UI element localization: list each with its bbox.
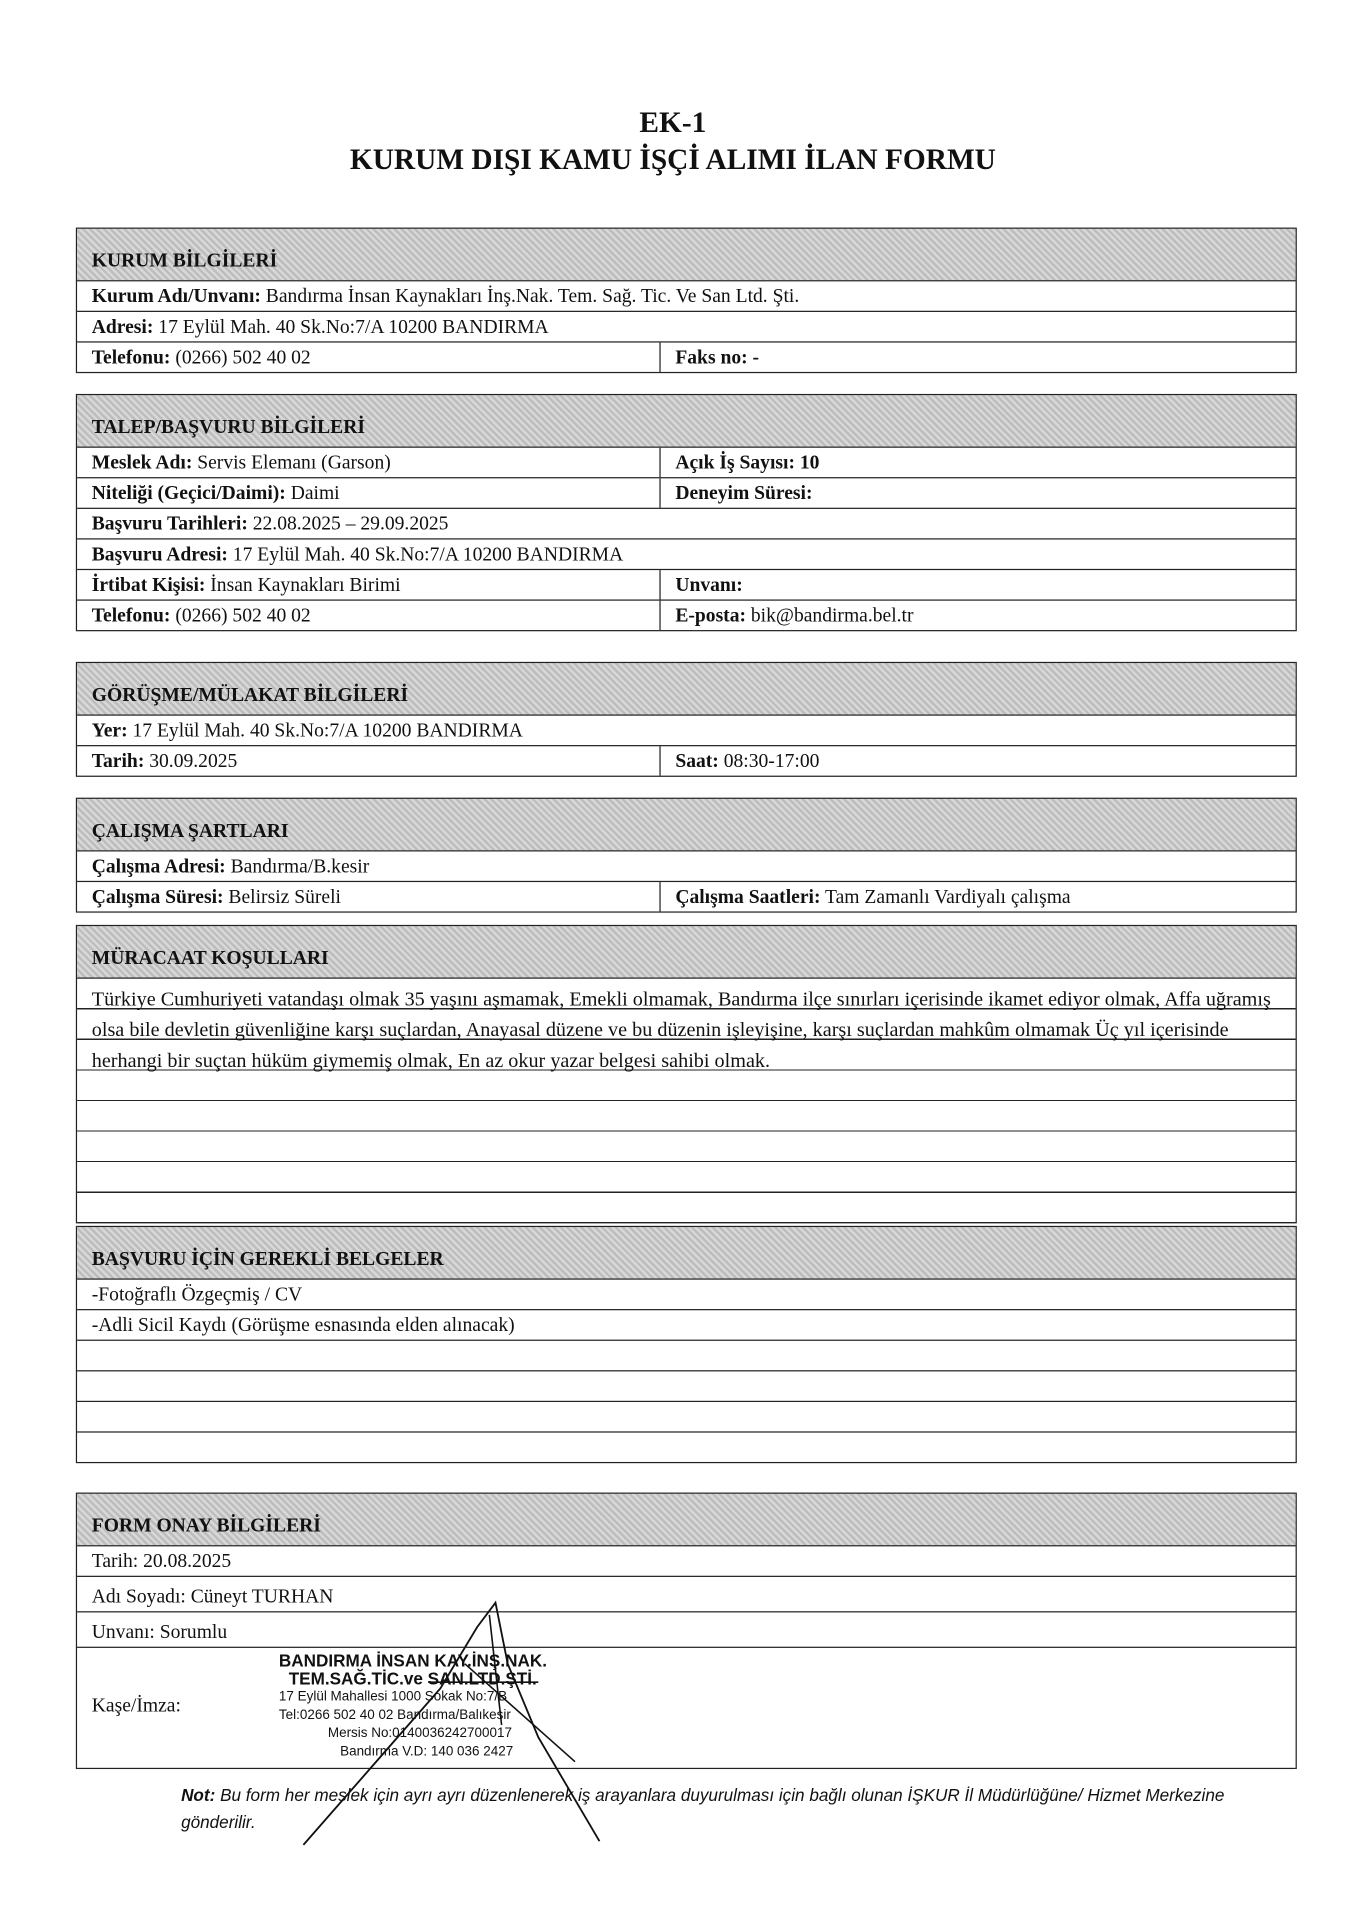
- label: Açık İş Sayısı:: [675, 452, 795, 474]
- kurum-name: Bandırma İnsan Kaynakları İnş.Nak. Tem. Sağ. Tic. Ve San Ltd. Şti.: [265, 286, 800, 308]
- label: Kurum Adı/Unvanı:: [91, 286, 261, 308]
- kurum-address: 17 Eylül Mah. 40 Sk.No:7/A 10200 BANDIRMA: [158, 316, 549, 338]
- title-label: Unvanı:: [675, 574, 743, 596]
- interview-date: 30.09.2025: [149, 751, 238, 772]
- label: Çalışma Adresi:: [91, 856, 226, 878]
- interview-time: 08:30-17:00: [723, 751, 820, 772]
- label: Saat:: [675, 751, 719, 772]
- label: Tarih:: [91, 751, 145, 772]
- label: Başvuru Adresi:: [91, 544, 228, 566]
- section-header: ÇALIŞMA ŞARTLARI: [77, 798, 1296, 852]
- label: E-posta:: [675, 605, 747, 627]
- label: Telefonu:: [91, 605, 171, 627]
- calisma-section: [76, 798, 1297, 913]
- muracaat-section: [76, 925, 1297, 1224]
- label: Çalışma Saatleri:: [675, 886, 821, 908]
- occupation: Servis Elemanı (Garson): [197, 452, 391, 474]
- gorusme-section: [76, 662, 1297, 777]
- experience-label: Deneyim Süresi:: [675, 483, 813, 505]
- label: İrtibat Kişisi:: [91, 574, 206, 596]
- contact-phone: (0266) 502 40 02: [175, 605, 311, 627]
- application-address: 17 Eylül Mah. 40 Sk.No:7/A 10200 BANDIRMA: [232, 544, 624, 566]
- work-hours: Tam Zamanlı Vardiyalı çalışma: [825, 886, 1071, 908]
- kurum-section: [76, 228, 1297, 374]
- nature: Daimi: [290, 483, 340, 505]
- talep-section: [76, 394, 1297, 631]
- kurum-phone: (0266) 502 40 02: [175, 347, 311, 369]
- form-code: EK-1: [639, 107, 707, 140]
- section-header: GÖRÜŞME/MÜLAKAT BİLGİLERİ: [77, 662, 1296, 716]
- form-title: KURUM DIŞI KAMU İŞÇİ ALIMI İLAN FORMU: [349, 144, 996, 177]
- application-conditions: Türkiye Cumhuriyeti vatandaşı olmak 35 yaşını aşmamak, Emekli olmamak, Bandırma ilçe sınırları içerisinde ikamet ediyor olmak, Affa uğramış olsa bile devletin güvenliğine karşı suçlardan, Anayasal düzene ve bu düzenin işleyişine, karşı suçlardan mahkûm olmamak Üç yıl içerisinde herhangi bir suçtan hüküm giymemiş olmak, En az okur yazar belgesi sahibi olmak.: [77, 979, 1296, 1224]
- approval-date: Tarih: 20.08.2025: [91, 1551, 232, 1573]
- label: Telefonu:: [91, 347, 171, 369]
- stamp-signature-label: Kaşe/İmza:: [91, 1695, 181, 1717]
- footer-note: Not: Bu form her meslek için ayrı ayrı düzenlenerek iş arayanlara duyurulması için bağlı olunan İŞKUR İl Müdürlüğüne/ Hizmet Merkezine gönderilir.: [181, 1784, 1225, 1832]
- company-stamp: BANDIRMA İNSAN KAY.İNŞ.NAK. TEM.SAĞ.TİC.ve SAN.LTD.ŞTİ. 17 Eylül Mahallesi 1000 Sokak No:7/B Tel:0266 502 40 02 Bandırma/Balıkesir Mersis No:0140036242700017 Bandırma V.D: 140 036 2427: [278, 1650, 547, 1760]
- label: Niteliği (Geçici/Daimi):: [91, 483, 286, 505]
- contact-email: bik@bandirma.bel.tr: [750, 605, 914, 627]
- onay-section: [76, 1493, 1297, 1769]
- label: Çalışma Süresi:: [91, 886, 224, 908]
- document-item: -Fotoğraflı Özgeçmiş / CV: [91, 1284, 303, 1306]
- belgeler-section: [76, 1226, 1297, 1463]
- kurum-fax: -: [752, 347, 760, 369]
- document-item: -Adli Sicil Kaydı (Görüşme esnasında elden alınacak): [91, 1315, 515, 1336]
- label: Faks no:: [675, 347, 748, 369]
- section-header: MÜRACAAT KOŞULLARI: [77, 925, 1296, 979]
- application-dates: 22.08.2025 – 29.09.2025: [252, 513, 449, 535]
- contact-person: İnsan Kaynakları Birimi: [210, 574, 401, 596]
- section-header: TALEP/BAŞVURU BİLGİLERİ: [77, 394, 1296, 448]
- interview-place: 17 Eylül Mah. 40 Sk.No:7/A 10200 BANDIRMA: [132, 720, 523, 742]
- label: Adresi:: [91, 316, 154, 338]
- label: Yer:: [91, 720, 128, 742]
- section-header: FORM ONAY BİLGİLERİ: [77, 1493, 1296, 1547]
- section-header: KURUM BİLGİLERİ: [77, 228, 1296, 282]
- work-address: Bandırma/B.kesir: [230, 856, 370, 878]
- open-positions: 10: [799, 452, 820, 474]
- approver-title: Unvanı: Sorumlu: [91, 1622, 228, 1644]
- approver-name: Adı Soyadı: Cüneyt TURHAN: [91, 1586, 334, 1608]
- label: Başvuru Tarihleri:: [91, 513, 248, 535]
- work-duration: Belirsiz Süreli: [228, 886, 341, 908]
- section-header: BAŞVURU İÇİN GEREKLİ BELGELER: [77, 1226, 1296, 1280]
- label: Meslek Adı:: [91, 452, 193, 474]
